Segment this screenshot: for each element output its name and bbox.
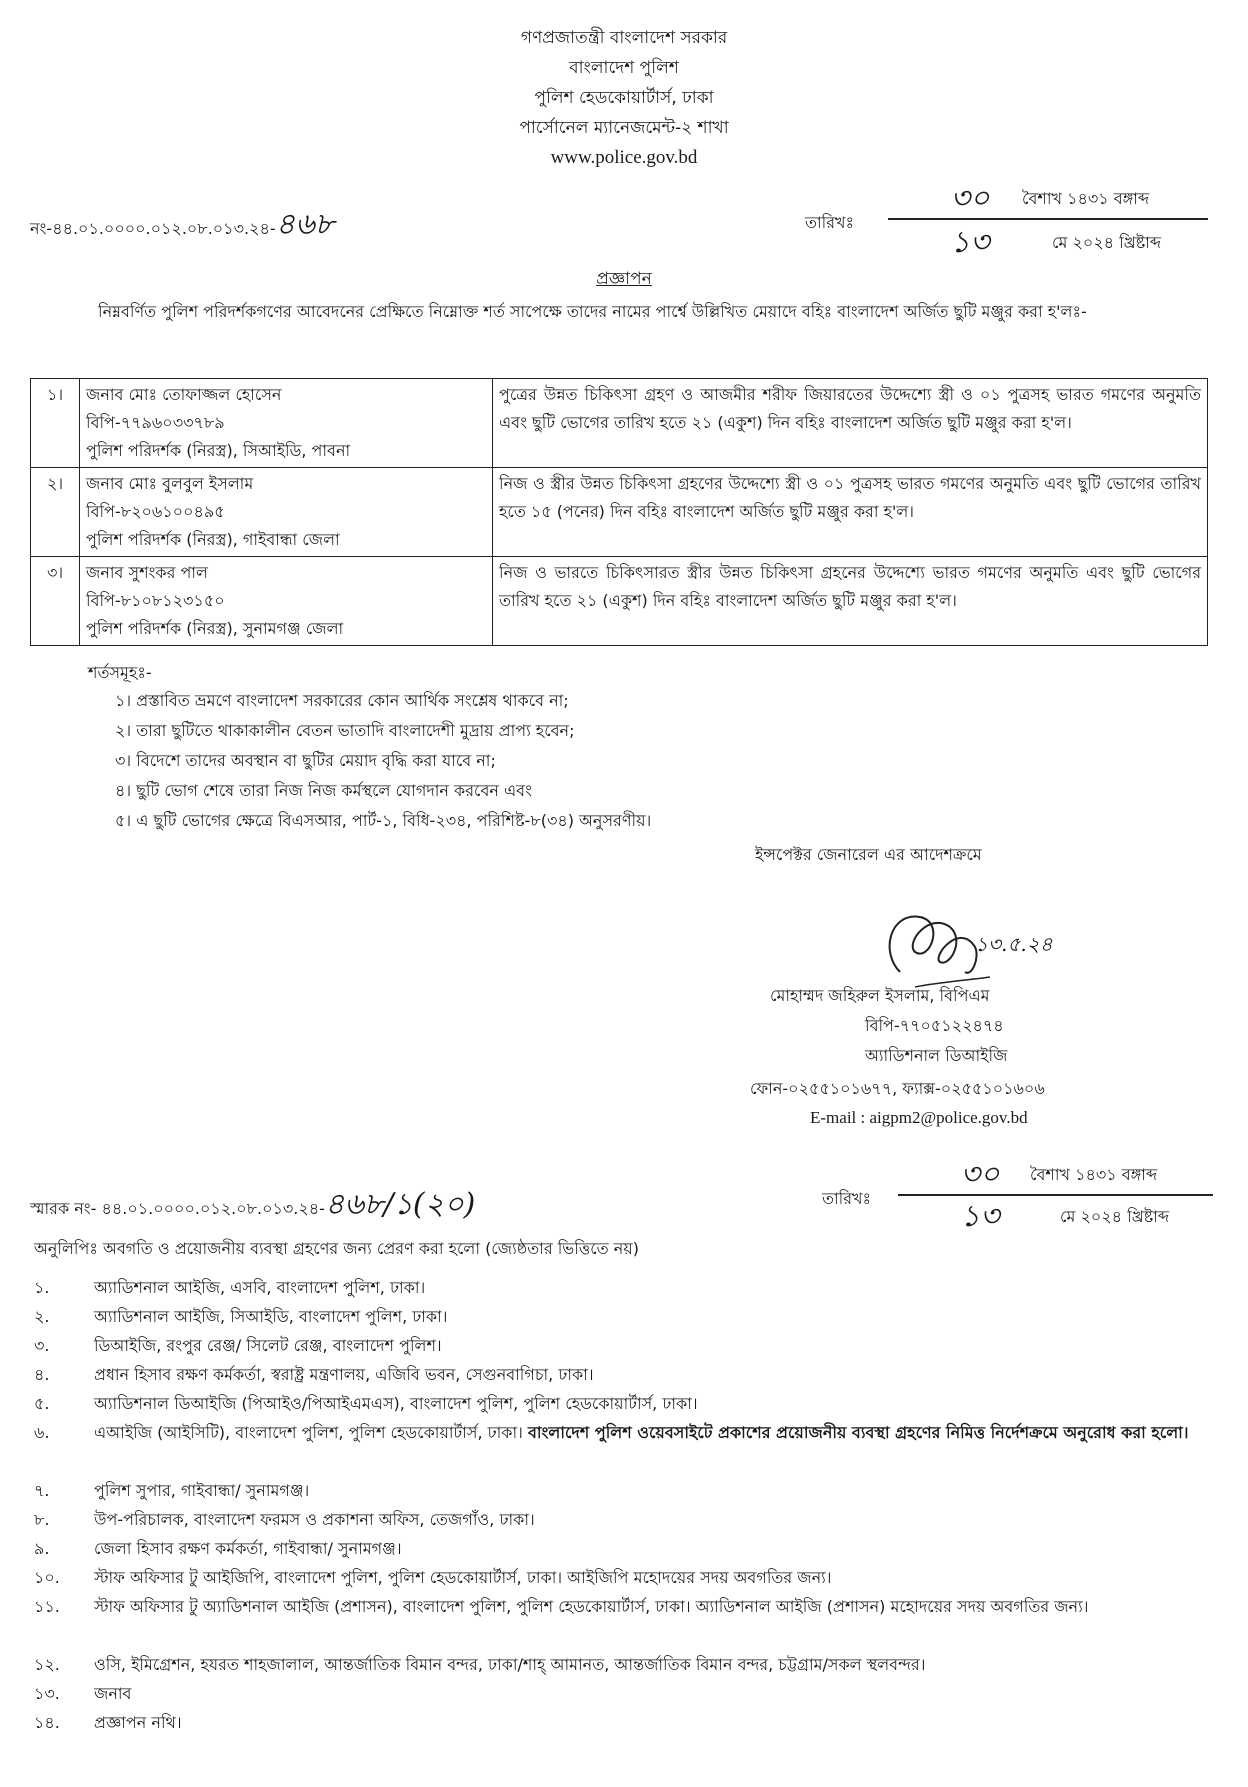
website-publish-note: বাংলাদেশ পুলিশ ওয়েবসাইটে প্রকাশের প্রয়োজনীয় ব্যবস্থা গ্রহণের নিমিত্ত নির্দেশক্রমে অনুরোধ করা হলো।: [527, 1423, 1189, 1442]
officer-name: জনাব মোঃ তোফাজ্জল হোসেন: [86, 385, 282, 404]
memo-date-en: মে ২০২৪ খ্রিষ্টাব্দ: [1052, 233, 1162, 252]
condition-item: ২। তারা ছুটিতে থাকাকালীন বেতন ভাতাদি বাংলাদেশী মুদ্রায় প্রাপ্য হবেন;: [115, 721, 575, 740]
signatory-name: মোহাম্মদ জহিরুল ইসলাম, বিপিএম: [770, 986, 990, 1005]
signatory-phone-fax: ফোন-০২৫৫১০১৬৭৭, ফ্যাক্স-০২৫৫১০১৬০৬: [750, 1079, 1045, 1098]
officer-cell: [80, 379, 493, 468]
header-branch: পার্সোনেল ম্যানেজমেন্ট-২ শাখা: [519, 118, 729, 138]
row-number: ২।: [31, 468, 80, 557]
officer-name: জনাব মোঃ বুলবুল ইসলাম: [86, 474, 254, 493]
officer-cell: [80, 468, 493, 557]
copies-intro: অনুলিপিঃ অবগতি ও প্রয়োজনীয় ব্যবস্থা গ্রহণের জন্য প্রেরণ করা হলো (জ্যেষ্ঠতার ভিত্তিতে নয়): [34, 1239, 639, 1258]
table-row: [31, 468, 1208, 557]
signatory-email[interactable]: E-mail : aigpm2@police.gov.bd: [810, 1108, 1028, 1127]
officer-bp: বিপি-৭৭৯৬০৩৩৭৮৯: [86, 413, 225, 432]
memo2-date-label: তারিখঃ: [822, 1189, 872, 1208]
officer-bp: বিপি-৮১০৮১২৩১৫০: [86, 591, 225, 610]
memo2-ref-handwritten: ৪৬৮/১(২০): [324, 1187, 476, 1222]
officer-post: পুলিশ পরিদর্শক (নিরস্ত্র), সিআইডি, পাবনা: [86, 441, 351, 460]
header-govt: গণপ্রজাতন্ত্রী বাংলাদেশ সরকার: [520, 28, 728, 48]
officer-post: পুলিশ পরিদর্শক (নিরস্ত্র), গাইবান্ধা জেলা: [86, 530, 340, 549]
memo2-ref-number: স্মারক নং- ৪৪.০১.০০০০.০১২.০৮.০১৩.২৪-: [30, 1199, 325, 1218]
officer-cell: [80, 557, 493, 646]
condition-item: ১। প্রস্তাবিত ভ্রমণে বাংলাদেশ সরকারের কোন আর্থিক সংশ্লেষ থাকবে না;: [115, 691, 569, 710]
signatory-designation: অ্যাডিশনাল ডিআইজি: [865, 1046, 1008, 1065]
memo-ref-handwritten: ৪৬৮: [275, 207, 335, 242]
memo-ref-number: নং-৪৪.০১.০০০০.০১২.০৮.০১৩.২৪-: [30, 219, 276, 238]
memo-ref: [30, 200, 334, 251]
memo2-ref: [30, 1180, 475, 1231]
signature-date: ১৩.৫.২৪: [975, 932, 1053, 956]
row-number: ৩।: [31, 557, 80, 646]
officer-name: জনাব সুশংকর পাল: [86, 563, 208, 582]
leave-detail: নিজ ও ভারতে চিকিৎসারত স্ত্রীর উন্নত চিকিৎসা গ্রহনের উদ্দেশ্যে ভারত গমণের অনুমতি এবং ছুটি ভোগের তারিখ হতে ২১ (একুশ) দিন বহিঃ বাংলাদেশ অর্জিত ছুটি মঞ্জুর করা হ'ল।: [493, 557, 1208, 646]
table-row: [31, 557, 1208, 646]
notice-title: প্রজ্ঞাপন: [596, 269, 652, 289]
memo2-date-en: মে ২০২৪ খ্রিষ্টাব্দ: [1060, 1207, 1170, 1226]
leave-detail: নিজ ও স্ত্রীর উন্নত চিকিৎসা গ্রহণের উদ্দেশ্যে স্ত্রী ও ০১ পুত্রসহ ভারত গমণের অনুমতি এবং ছুটি ভোগের তারিখ হতে ১৫ (পনের) দিন বহিঃ বাংলাদেশ অর্জিত ছুটি মঞ্জুর করা হ'ল।: [493, 468, 1208, 557]
officer-bp: বিপি-৮২০৬১০০৪৯৫: [86, 502, 225, 521]
memo-date-bn: বৈশাখ ১৪৩১ বঙ্গাব্দ: [1022, 189, 1150, 208]
header-police: বাংলাদেশ পুলিশ: [569, 58, 679, 78]
signatory-bp: বিপি-৭৭০৫১২২৪৭৪: [865, 1016, 1004, 1035]
memo-date-bn-day: ৩০: [950, 181, 990, 216]
officers-table: [30, 378, 1208, 646]
condition-item: ৩। বিদেশে তাদের অবস্থান বা ছুটির মেয়াদ বৃদ্ধি করা যাবে না;: [115, 751, 496, 770]
header-website[interactable]: www.police.gov.bd: [550, 147, 698, 168]
by-order: ইন্সপেক্টর জেনারেল এর আদেশক্রমে: [755, 845, 982, 864]
memo-date-en-day: ১৩: [950, 225, 990, 260]
condition-item: ৪। ছুটি ভোগ শেষে তারা নিজ নিজ কর্মস্থলে যোগদান করবেন এবং: [115, 781, 532, 800]
notice-intro: নিম্নবর্ণিত পুলিশ পরিদর্শকগণের আবেদনের প্রেক্ষিতে নিম্নোক্ত শর্ত সাপেক্ষে তাদের নামের পার্শ্বে উল্লিখিত মেয়াদে বহিঃ বাংলাদেশ অর্জিত ছুটি মঞ্জুর করা হ'লঃ-: [98, 302, 1087, 321]
table-row: [31, 379, 1208, 468]
leave-detail: পুত্রের উন্নত চিকিৎসা গ্রহণ ও আজমীর শরীফ জিয়ারতের উদ্দেশ্যে স্ত্রী ও ০১ পুত্রসহ ভারত গমণের অনুমতি এবং ছুটি ভোগের তারিখ হতে ২১ (একুশ) দিন বহিঃ বাংলাদেশ অর্জিত ছুটি মঞ্জুর করা হ'ল।: [493, 379, 1208, 468]
memo2-date-bn: বৈশাখ ১৪৩১ বঙ্গাব্দ: [1030, 1165, 1158, 1184]
memo2-date-bn-day: ৩০: [960, 1157, 1000, 1192]
header-hq: পুলিশ হেডকোয়ার্টার্স, ঢাকা: [534, 88, 714, 108]
conditions-heading: শর্তসমূহঃ-: [88, 663, 152, 682]
row-number: ১।: [31, 379, 80, 468]
condition-item: ৫। এ ছুটি ভোগের ক্ষেত্রে বিএসআর, পার্ট-১, বিধি-২৩৪, পরিশিষ্ট-৮(৩৪) অনুসরণীয়।: [115, 811, 652, 830]
memo-date-label: তারিখঃ: [805, 213, 855, 232]
memo2-date-en-day: ১৩: [960, 1199, 1000, 1234]
officer-post: পুলিশ পরিদর্শক (নিরস্ত্র), সুনামগঞ্জ জেলা: [86, 619, 344, 638]
